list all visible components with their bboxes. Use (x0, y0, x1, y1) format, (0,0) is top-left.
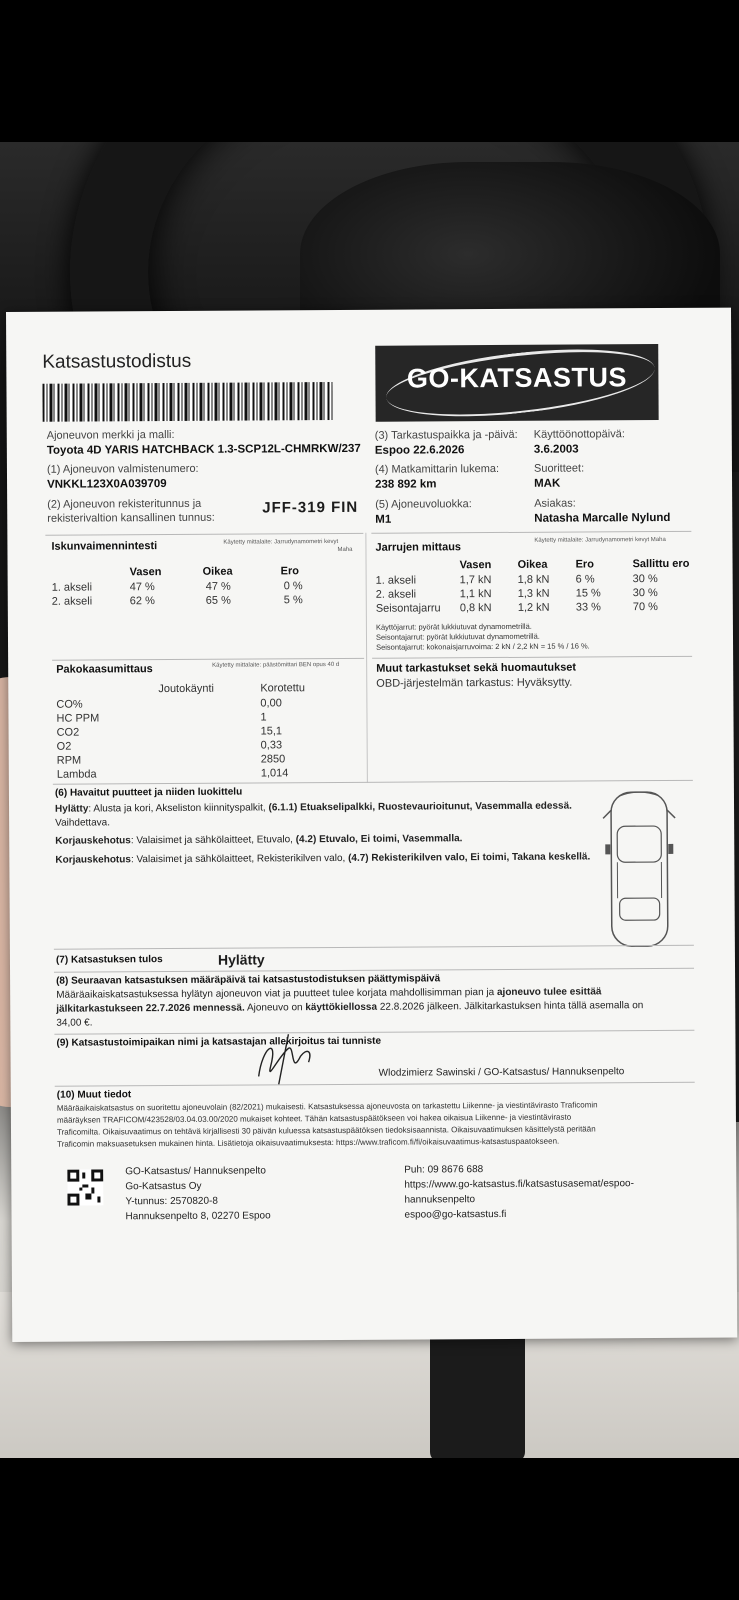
shock-cell: 0 % (283, 580, 303, 593)
defect-line-1-continued: Vaihdettava. (55, 817, 111, 829)
footer-phone: Puh: 09 8676 688 (404, 1164, 484, 1176)
footer-email: espoo@go-katsastus.fi (404, 1208, 507, 1221)
customer-name: Natasha Marcalle Nylund (534, 511, 671, 525)
place-date: Espoo 22.6.2026 (374, 444, 465, 457)
reg-label-line-1: (2) Ajoneuvon rekisteritunnus ja (47, 497, 202, 511)
other-info-line: Määräaikaiskatsastus on suoritettu ajoneuvolain (82/2021) mukaisesti. Katsastuksessa ajoneuvosta on tarkastettu Liikenne- ja viestintävirasto Traficomin (56, 1100, 598, 1113)
exhaust-row-label: Lambda (56, 768, 97, 781)
brake-device: Käytetty mittalaite: Jarrudynamometri kevyt Maha (534, 536, 666, 544)
registration-number: JFF-319 FIN (262, 498, 359, 517)
exhaust-device: Käytetty mittalaite: päästömittari BEN opus 40 d (212, 661, 340, 669)
vin-label: (1) Ajoneuvon valmistenumero: (46, 462, 199, 476)
reg-label-line-2: rekisterivaltion kansallinen tunnus: (47, 511, 215, 525)
exhaust-header-idle: Joutokäynti (158, 682, 214, 696)
shock-device-2: Maha (337, 546, 353, 553)
vehicle-class: M1 (375, 513, 392, 526)
exhaust-value: 0,00 (260, 697, 282, 710)
brake-cell: 70 % (632, 601, 658, 614)
performed-label: Suoritteet: (533, 462, 585, 475)
brake-cell: 1,7 kN (459, 574, 492, 587)
other-info-line: Traficomin maksuasetuksen mukainen hinta. Lisätietoja oikaisuvaatimuksesta: https://www.traficom.fi/fi/oikaisuvaatimus-katsastuspaatokseen. (57, 1136, 560, 1149)
inspector-name: Wlodzimierz Sawinski / GO-Katsastus/ Hannuksenpelto (378, 1066, 625, 1079)
exhaust-test-title: Pakokaasumittaus (56, 663, 153, 676)
car-diagram-icon (601, 788, 678, 950)
exhaust-value: 2850 (260, 753, 286, 766)
exhaust-row-label: HC PPM (56, 712, 100, 725)
defect-line-1: Hylätty: Alusta ja kori, Akseliston kiinnityspalkit, (6.1.1) Etuakselipalkki, Ruostevaurioitunut, Vasemmalla edessä. (55, 800, 572, 815)
document-title: Katsastustodistus (42, 350, 192, 373)
exhaust-row-label: CO2 (56, 726, 80, 739)
exhaust-row-label: RPM (56, 754, 82, 767)
shock-header-right: Oikea (202, 565, 233, 578)
logo-text: GO-KATSASTUS (406, 362, 628, 394)
brake-cell: 30 % (632, 587, 658, 600)
brake-row-label: 1. akseli (375, 574, 417, 587)
shock-header-left: Vasen (129, 566, 162, 579)
exhaust-header-raised: Korotettu (260, 682, 305, 695)
vin: VNKKL123X0A039709 (47, 478, 167, 491)
handwritten-signature (248, 1026, 318, 1086)
first-use-date: 3.6.2003 (533, 443, 579, 456)
exhaust-value: 15,1 (260, 725, 283, 738)
result-value: Hylätty (217, 951, 265, 968)
shock-row-label: 1. akseli (51, 581, 93, 594)
footer-company-legal: Go-Katsastus Oy (125, 1180, 202, 1193)
brake-cell: 33 % (575, 601, 601, 614)
shock-cell: 5 % (283, 594, 303, 607)
brake-cell: 1,3 kN (517, 587, 550, 600)
other-info-line: Traficomilta. Oikaisuvaatimus on tehtävä kirjallisesti 30 päivän kuluessa katsastuspäätöksen tiedoksisaannista. Oikaisuvaatimuksen käsittelystä peritään (56, 1124, 596, 1137)
exhaust-value: 1 (260, 711, 267, 724)
next-inspection-title: (8) Seuraavan katsastuksen määräpäivä tai katsastustodistuksen päättymispäivä (56, 973, 441, 987)
make-model-label: Ajoneuvon merkki ja malli: (46, 428, 175, 442)
brake-header-right: Oikea (517, 558, 548, 571)
other-info-line: määräyksen TRAFICOM/423528/03.04.03.00/2020 mukaiset kohteet. Tähän katsastuspäätökseen voi hakea oikaisua Liikenne- ja viestintävirasto (56, 1112, 572, 1125)
performed: MAK (534, 477, 561, 490)
vehicle-class-label: (5) Ajoneuvoluokka: (375, 498, 472, 511)
footer-company: GO-Katsastus/ Hannuksenpelto (125, 1165, 266, 1178)
shock-cell: 47 % (205, 580, 231, 593)
brake-cell: 15 % (575, 587, 601, 600)
brake-cell: 6 % (575, 573, 595, 586)
footer-address: Hannuksenpelto 8, 02270 Espoo (125, 1210, 271, 1223)
brake-cell: 1,1 kN (459, 588, 492, 601)
exhaust-value: 1,014 (260, 767, 289, 780)
brake-cell: 1,2 kN (517, 601, 550, 614)
exhaust-row-label: CO% (56, 698, 83, 711)
next-inspection-line-2: jälkitarkastukseen 22.7.2026 mennessä. Ajoneuvo on käyttökiellossa 22.8.2026 jälkeen. Jälkitarkastuksen hinta tällä asemalla on (56, 1000, 644, 1015)
brake-cell: 30 % (632, 573, 658, 586)
odometer-label: (4) Matkamittarin lukema: (374, 462, 500, 476)
barcode (42, 382, 332, 422)
defects-title: (6) Havaitut puutteet ja niiden luokittelu (54, 786, 243, 799)
shock-cell: 62 % (129, 595, 155, 608)
signature-title: (9) Katsastustoimipaikan nimi ja katsastajan allekirjoitus tai tunniste (56, 1035, 382, 1049)
other-checks-title: Muut tarkastukset sekä huomautukset (376, 661, 577, 675)
brake-header-allowed: Sallittu ero (632, 557, 690, 571)
shock-device: Käytetty mittalaite: Jarrudynamometri kevyt (223, 538, 339, 546)
defect-line-3: Korjauskehotus: Valaisimet ja sähkölaitteet, Rekisterikilven valo, (4.7) Rekisterikilven valo, Ei toimi, Takana keskellä. (55, 851, 591, 866)
make-model: Toyota 4D YARIS HATCHBACK 1.3-SCP12L-CHMRKW/237 (46, 442, 361, 457)
qr-code (67, 1169, 103, 1205)
shock-test-title: Iskunvaimennintesti (51, 540, 158, 553)
exhaust-value: 0,33 (260, 739, 283, 752)
next-inspection-line-1: Määräaikaiskatsastuksessa hylätyn ajoneuvon viat ja puutteet tulee korjata mahdollisimman pian ja ajoneuvo tulee esittää (56, 986, 602, 1001)
result-label: (7) Katsastuksen tulos (55, 954, 163, 966)
brake-header-left: Vasen (459, 559, 492, 572)
footer-website: https://www.go-katsastus.fi/katsastusasemat/espoo- (404, 1178, 634, 1191)
footer-website-cont: hannuksenpelto (404, 1194, 476, 1206)
shock-row-label: 2. akseli (51, 595, 93, 608)
brake-row-label: 2. akseli (375, 588, 417, 601)
brake-header-diff: Ero (575, 558, 594, 571)
brake-row-label: Seisontajarru (375, 602, 441, 615)
customer-label: Asiakas: (534, 497, 576, 510)
shock-cell: 65 % (205, 594, 231, 607)
brake-note: Seisontajarrut: pyörät lukkiutuvat dynamometrillä. (375, 631, 540, 642)
exhaust-row-label: O2 (56, 740, 72, 753)
first-use-label: Käyttöönottopäivä: (533, 428, 625, 441)
shock-cell: 47 % (129, 581, 155, 594)
brake-note: Käyttöjarrut: pyörät lukkiutuvat dynamometrillä. (375, 621, 532, 632)
brake-cell: 0,8 kN (459, 602, 492, 615)
other-checks-text: OBD-järjestelmän tarkastus: Hyväksytty. (376, 676, 573, 690)
brake-cell: 1,8 kN (517, 573, 550, 586)
shock-header-diff: Ero (280, 565, 299, 578)
go-katsastus-logo (375, 344, 658, 422)
next-inspection-line-3: 34,00 €. (56, 1017, 93, 1029)
defect-line-2: Korjauskehotus: Valaisimet ja sähkölaitteet, Etuvalo, (4.2) Etuvalo, Ei toimi, Vasemmalla. (55, 833, 463, 847)
footer-business-id: Y-tunnus: 2570820-8 (125, 1195, 218, 1208)
other-info-title: (10) Muut tiedot (56, 1089, 132, 1101)
inspection-certificate (6, 308, 737, 1342)
odometer: 238 892 km (375, 478, 437, 491)
place-date-label: (3) Tarkastuspaikka ja -päivä: (374, 428, 518, 442)
brake-test-title: Jarrujen mittaus (375, 541, 462, 554)
brake-note: Seisontajarrut: kokonaisjarruvoima: 2 kN / 2,2 kN = 15 % / 16 %. (376, 641, 590, 652)
